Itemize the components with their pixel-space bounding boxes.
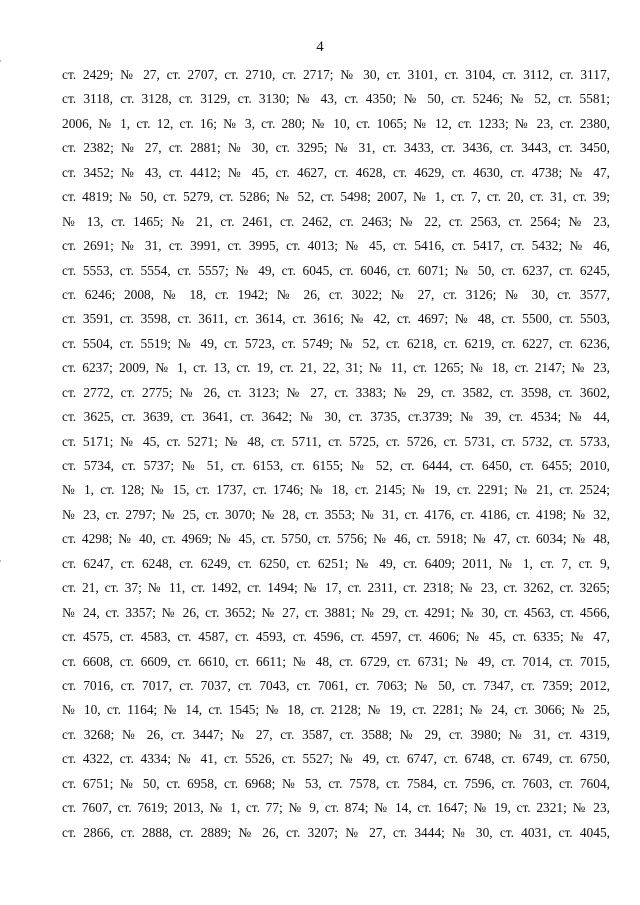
text-line: ст. 5171; № 45, ст. 5271; № 48, ст. 5711, ст. 5725, ст. 5726, ст. 5731, ст. 5732, ст. 5733,	[62, 433, 610, 449]
text-line: ст. 3118, ст. 3128, ст. 3129, ст. 3130; № 43, ст. 4350; № 50, ст. 5246; № 52, ст. 5581;	[62, 91, 610, 107]
text-line: ст. 2866, ст. 2888, ст. 2889; № 26, ст. 3207; № 27, ст. 3444; № 30, ст. 4031, ст. 4045,	[62, 824, 610, 840]
text-line: ст. 3625, ст. 3639, ст. 3641, ст. 3642; № 30, ст. 3735, ст.3739; № 39, ст. 4534; № 44,	[62, 409, 610, 425]
text-line: 2006, № 1, ст. 12, ст. 16; № 3, ст. 280; № 10, ст. 1065; № 12, ст. 1233; № 23, ст. 2380,	[62, 115, 610, 131]
text-line: ст. 2691; № 31, ст. 3991, ст. 3995, ст. 4013; № 45, ст. 5416, ст. 5417, ст. 5432; № 46,	[62, 238, 610, 254]
text-line: ст. 3452; № 43, ст. 4412; № 45, ст. 4627, ст. 4628, ст. 4629, ст. 4630, ст. 4738; № 47,	[62, 164, 610, 180]
document-body-text	[62, 63, 610, 845]
text-line: ст. 6608, ст. 6609, ст. 6610, ст. 6611; № 48, ст. 6729, ст. 6731; № 49, ст. 7014, ст. 7015,	[62, 653, 610, 669]
text-line: ст. 4322, ст. 4334; № 41, ст. 5526, ст. 5527; № 49, ст. 6747, ст. 6748, ст. 6749, ст. 6750,	[62, 751, 610, 767]
text-line: ст. 7016, ст. 7017, ст. 7037, ст. 7043, ст. 7061, ст. 7063; № 50, ст. 7347, ст. 7359; 2012,	[62, 677, 610, 693]
text-line: № 23, ст. 2797; № 25, ст. 3070; № 28, ст. 3553; № 31, ст. 4176, ст. 4186, ст. 4198; № 32,	[62, 506, 610, 522]
text-line: ст. 3591, ст. 3598, ст. 3611, ст. 3614, ст. 3616; № 42, ст. 4697; № 48, ст. 5500, ст. 5503,	[62, 311, 610, 327]
text-line: ст. 21, ст. 37; № 11, ст. 1492, ст. 1494; № 17, ст. 2311, ст. 2318; № 23, ст. 3262, ст. 3265;	[62, 580, 610, 596]
text-line: ст. 4819; № 50, ст. 5279, ст. 5286; № 52, ст. 5498; 2007, № 1, ст. 7, ст. 20, ст. 31, ст. 39;	[62, 189, 610, 205]
text-line: ст. 2429; № 27, ст. 2707, ст. 2710, ст. 2717; № 30, ст. 3101, ст. 3104, ст. 3112, ст. 3117,	[62, 67, 610, 82]
page-number: 4	[316, 39, 324, 55]
text-line: ст. 4298; № 40, ст. 4969; № 45, ст. 5750, ст. 5756; № 46, ст. 5918; № 47, ст. 6034; № 48,	[62, 531, 610, 547]
text-line: ст. 6237; 2009, № 1, ст. 13, ст. 19, ст. 21, 22, 31; № 11, ст. 1265; № 18, ст. 2147; № 23,	[62, 360, 610, 376]
text-line: ст. 3268; № 26, ст. 3447; № 27, ст. 3587, ст. 3588; № 29, ст. 3980; № 31, ст. 4319,	[62, 726, 610, 742]
text-line: ст. 5734, ст. 5737; № 51, ст. 6153, ст. 6155; № 52, ст. 6444, ст. 6450, ст. 6455; 2010,	[62, 458, 610, 473]
text-line: ст. 4575, ст. 4583, ст. 4587, ст. 4593, ст. 4596, ст. 4597, ст. 4606; № 45, ст. 6335; № 47,	[62, 629, 610, 645]
text-line: ст. 6751; № 50, ст. 6958, ст. 6968; № 53, ст. 7578, ст. 7584, ст. 7596, ст. 7603, ст. 7604,	[62, 775, 610, 791]
text-line: № 24, ст. 3357; № 26, ст. 3652; № 27, ст. 3881; № 29, ст. 4291; № 30, ст. 4563, ст. 4566,	[62, 604, 610, 620]
text-line: ст. 6247, ст. 6248, ст. 6249, ст. 6250, ст. 6251; № 49, ст. 6409; 2011, № 1, ст. 7, ст. 9,	[62, 555, 610, 571]
text-line: ст. 5553, ст. 5554, ст. 5557; № 49, ст. 6045, ст. 6046, ст. 6071; № 50, ст. 6237, ст. 6245,	[62, 262, 610, 278]
scan-margin-mark	[0, 60, 1, 62]
text-line: ст. 2772, ст. 2775; № 26, ст. 3123; № 27, ст. 3383; № 29, ст. 3582, ст. 3598, ст. 3602,	[62, 384, 610, 400]
text-line: ст. 7607, ст. 7619; 2013, № 1, ст. 77; № 9, ст. 874; № 14, ст. 1647; № 19, ст. 2321; № 23,	[62, 800, 610, 816]
text-line: № 13, ст. 1465; № 21, ст. 2461, ст. 2462, ст. 2463; № 22, ст. 2563, ст. 2564; № 23,	[62, 213, 610, 229]
text-line: ст. 2382; № 27, ст. 2881; № 30, ст. 3295; № 31, ст. 3433, ст. 3436, ст. 3443, ст. 3450,	[62, 140, 610, 156]
text-line: № 1, ст. 128; № 15, ст. 1737, ст. 1746; № 18, ст. 2145; № 19, ст. 2291; № 21, ст. 2524;	[62, 482, 610, 498]
text-line: ст. 6246; 2008, № 18, ст. 1942; № 26, ст. 3022; № 27, ст. 3126; № 30, ст. 3577,	[62, 286, 610, 302]
scan-margin-mark	[0, 560, 1, 562]
text-line: № 10, ст. 1164; № 14, ст. 1545; № 18, ст. 2128; № 19, ст. 2281; № 24, ст. 3066; № 25,	[62, 702, 610, 718]
text-line: ст. 5504, ст. 5519; № 49, ст. 5723, ст. 5749; № 52, ст. 6218, ст. 6219, ст. 6227, ст. 6236,	[62, 335, 610, 351]
